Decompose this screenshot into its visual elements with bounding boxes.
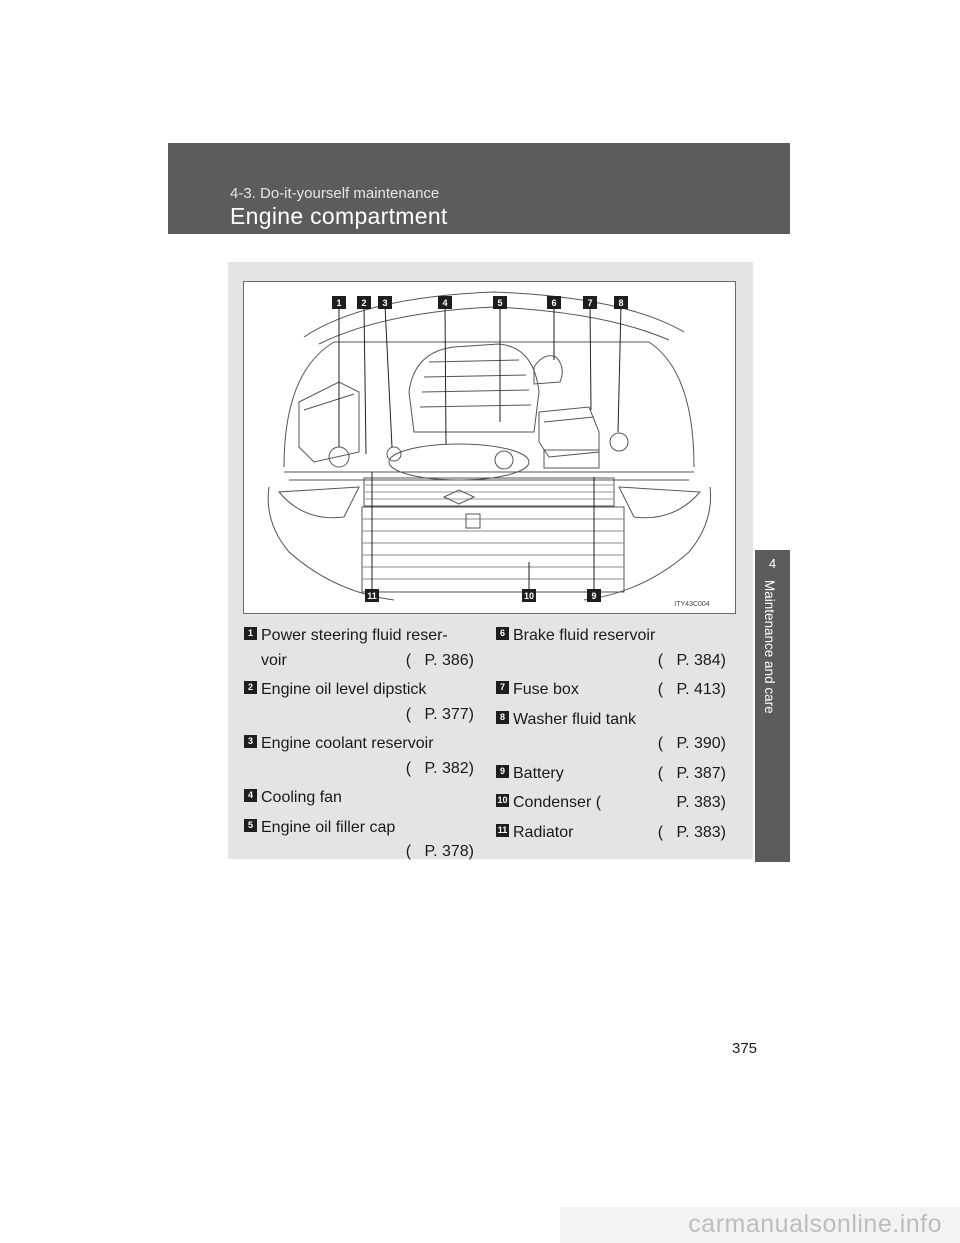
- legend-item-4: 4 Cooling fan: [244, 786, 474, 811]
- chapter-label: Maintenance and care: [762, 580, 777, 714]
- figure-code: ITY43C004: [674, 601, 710, 608]
- section-title: 4-3. Do-it-yourself maintenance: [230, 185, 440, 202]
- callout-6: 6: [551, 298, 557, 308]
- legend-item-11: 11 Radiator ( P. 383): [497, 823, 726, 841]
- legend-item-10: 10 Condenser ( P. 383): [497, 794, 726, 811]
- callout-10: 10: [523, 591, 535, 601]
- callout-1: 1: [336, 298, 342, 308]
- callout-7: 7: [587, 298, 593, 308]
- legend-item-8: 8 Washer fluid tank ( P. 390): [496, 708, 726, 757]
- page-title: Engine compartment: [230, 203, 448, 229]
- callout-2: 2: [361, 298, 367, 308]
- legend-item-2: 2 Engine oil level dipstick ( P. 377): [244, 678, 474, 727]
- callout-9: 9: [591, 591, 597, 601]
- legend-item-3: 3 Engine coolant reservoir ( P. 382): [244, 732, 474, 781]
- callout-5: 5: [497, 298, 503, 308]
- header-bar: [168, 143, 790, 234]
- chapter-number: 4: [768, 556, 777, 571]
- callout-4: 4: [442, 298, 448, 308]
- legend-item-9: 9 Battery ( P. 387): [496, 762, 726, 787]
- engine-compartment-illustration: [243, 281, 736, 614]
- chapter-tab: [755, 550, 790, 862]
- watermark-text: carmanualsonline.info: [688, 1210, 942, 1238]
- legend-right: [496, 624, 726, 845]
- legend-item-7: 7 Fuse box ( P. 413): [496, 678, 726, 703]
- watermark: [560, 1207, 960, 1243]
- legend-left: [244, 624, 474, 865]
- callout-3: 3: [382, 298, 388, 308]
- legend-item-6: 6 Brake fluid reservoir ( P. 384): [496, 624, 726, 673]
- callout-8: 8: [618, 298, 624, 308]
- callout-11: 11: [367, 591, 377, 601]
- content-panel: [228, 262, 753, 859]
- legend-item-1: 1 Power steering fluid reser- voir ( P. 386): [244, 624, 474, 673]
- engine-drawing: [244, 282, 735, 613]
- badge-1: 1: [244, 627, 257, 640]
- legend-item-5: 5 Engine oil filler cap ( P. 378): [244, 816, 474, 865]
- page-number: 375: [732, 1040, 758, 1057]
